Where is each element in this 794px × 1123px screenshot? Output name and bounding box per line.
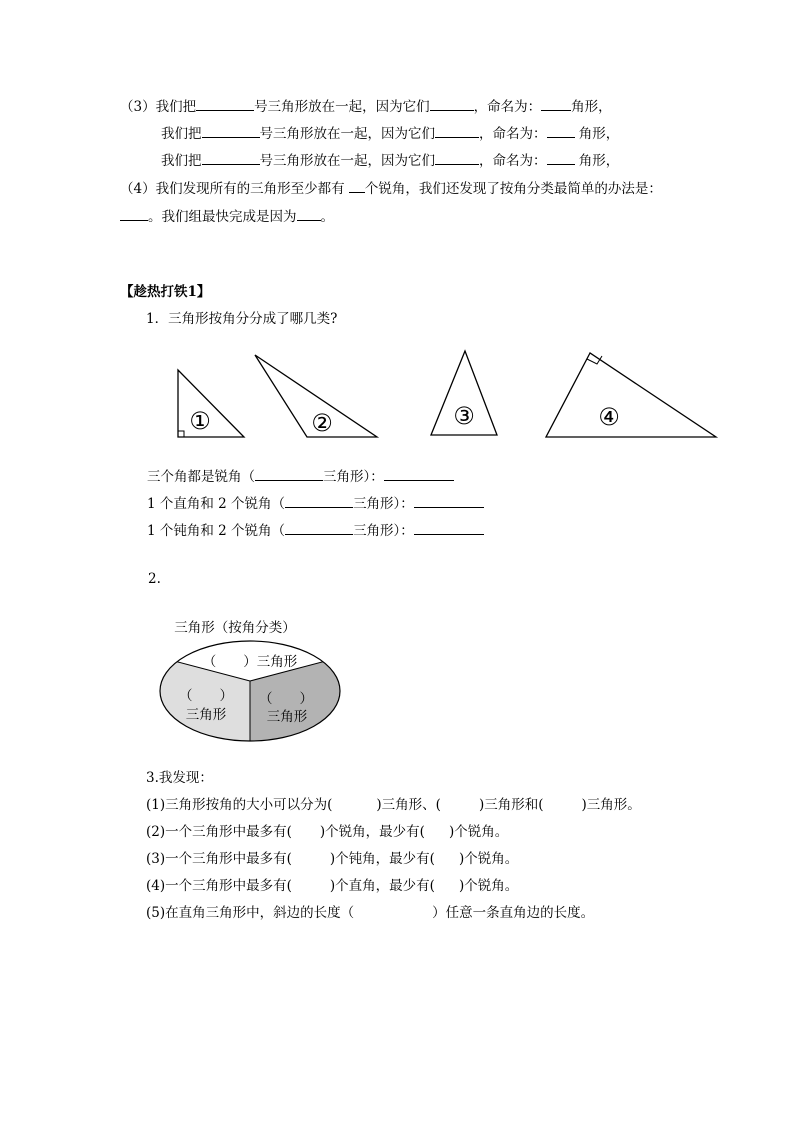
section3-line2 [161,123,619,143]
blank-field[interactable] [547,150,575,165]
section3-line4 [120,178,662,198]
finding-4 [146,877,518,895]
blank-field[interactable] [285,520,353,535]
blank-field[interactable] [430,96,474,111]
triangle-label-1: ① [189,407,211,435]
blank-field[interactable] [435,123,479,138]
text: (5)在直角三角形中，斜边的长度（ [146,905,355,921]
text: ）任意一条直角边的长度。 [432,905,595,921]
triangle-label-2: ② [311,409,333,437]
text: (1)三角形按角的大小可以分为( [146,797,333,813]
text: 。我们组最快完成是因为 [148,209,297,225]
blank-field[interactable] [196,96,254,111]
text: )个直角，最少有( [329,878,435,894]
triangle-1 [178,370,244,437]
text: （4）我们发现所有的三角形至少都有 [120,181,349,197]
blank-field[interactable] [202,123,260,138]
blank-field[interactable] [297,206,321,221]
question-3: 3.我发现： [146,770,213,786]
text: 三个角都是锐角（ [147,469,255,485]
text: (4)一个三角形中最多有( [146,878,292,894]
finding-3 [146,850,518,868]
classify-row-2 [147,493,484,513]
text: 三角形）： [353,523,414,539]
text: 我们把 [161,153,202,169]
blank-field[interactable] [120,206,148,221]
region-right-label: 三角形 [266,709,308,725]
classification-diagram [150,612,360,747]
finding-2 [146,823,508,841]
triangle-3 [431,351,497,435]
text: ，命名为： [473,99,542,115]
text: 三角形）： [353,496,414,512]
section-title: 【趁热打铁1】 [120,284,211,300]
blank-field[interactable] [414,493,484,508]
text: )三角形、( [376,797,441,813]
text: 个锐角，我们还发现了按角分类最简单的办法是： [364,181,662,197]
text: 角形， [574,153,620,169]
text: )个钝角，最少有( [329,851,435,867]
blank-field[interactable] [414,520,484,535]
region-left-paren: （ ） [179,688,233,704]
triangle-label-4: ④ [598,403,620,431]
triangle-label-3: ③ [453,402,475,430]
text: )个锐角。 [448,824,509,840]
text: ，命名为： [479,153,547,169]
text: )个锐角，最少有( [319,824,425,840]
triangle-4 [546,353,716,437]
classify-row-3 [147,520,484,540]
question-2: 2. [148,571,161,587]
blank-field[interactable] [541,96,571,111]
blank-field[interactable] [547,123,575,138]
text: 1 个直角和 2 个锐角（ [147,496,286,512]
section3-line5 [120,206,334,226]
text: 号三角形放在一起，因为它们 [259,153,435,169]
blank-field[interactable] [349,178,365,193]
finding-1 [146,796,641,814]
blank-field[interactable] [202,150,260,165]
section3-line1 [120,96,612,116]
text: 角形， [571,99,612,115]
triangles-figure [0,340,794,450]
blank-field[interactable] [255,466,323,481]
blank-field[interactable] [384,466,454,481]
blank-field[interactable] [435,150,479,165]
text: 。 [320,209,334,225]
text: 角形， [574,126,620,142]
text: )三角形。 [581,797,641,813]
text: 三角形）： [323,469,384,485]
finding-5 [146,904,594,922]
section3-line3 [161,150,619,170]
text: )三角形和( [478,797,544,813]
text: （3）我们把 [120,99,197,115]
text: 号三角形放在一起，因为它们 [259,126,435,142]
blank-field[interactable] [285,493,353,508]
question-1: 1．三角形按角分分成了哪几类? [146,311,338,327]
text: )个锐角。 [458,851,519,867]
region-left-label: 三角形 [185,707,227,723]
text: ，命名为： [479,126,547,142]
classify-row-1 [147,466,454,486]
triangle-2 [255,355,377,437]
region-top-label: （ ）三角形 [202,654,298,670]
text: 1 个钝角和 2 个锐角（ [147,523,286,539]
text: (3)一个三角形中最多有( [146,851,292,867]
text: )个锐角。 [458,878,519,894]
region-right-paren: （ ） [259,691,313,707]
text: 我们把 [161,126,202,142]
text: (2)一个三角形中最多有( [146,824,292,840]
text: 号三角形放在一起，因为它们 [254,99,430,115]
diagram-title: 三角形（按角分类） [174,620,296,636]
